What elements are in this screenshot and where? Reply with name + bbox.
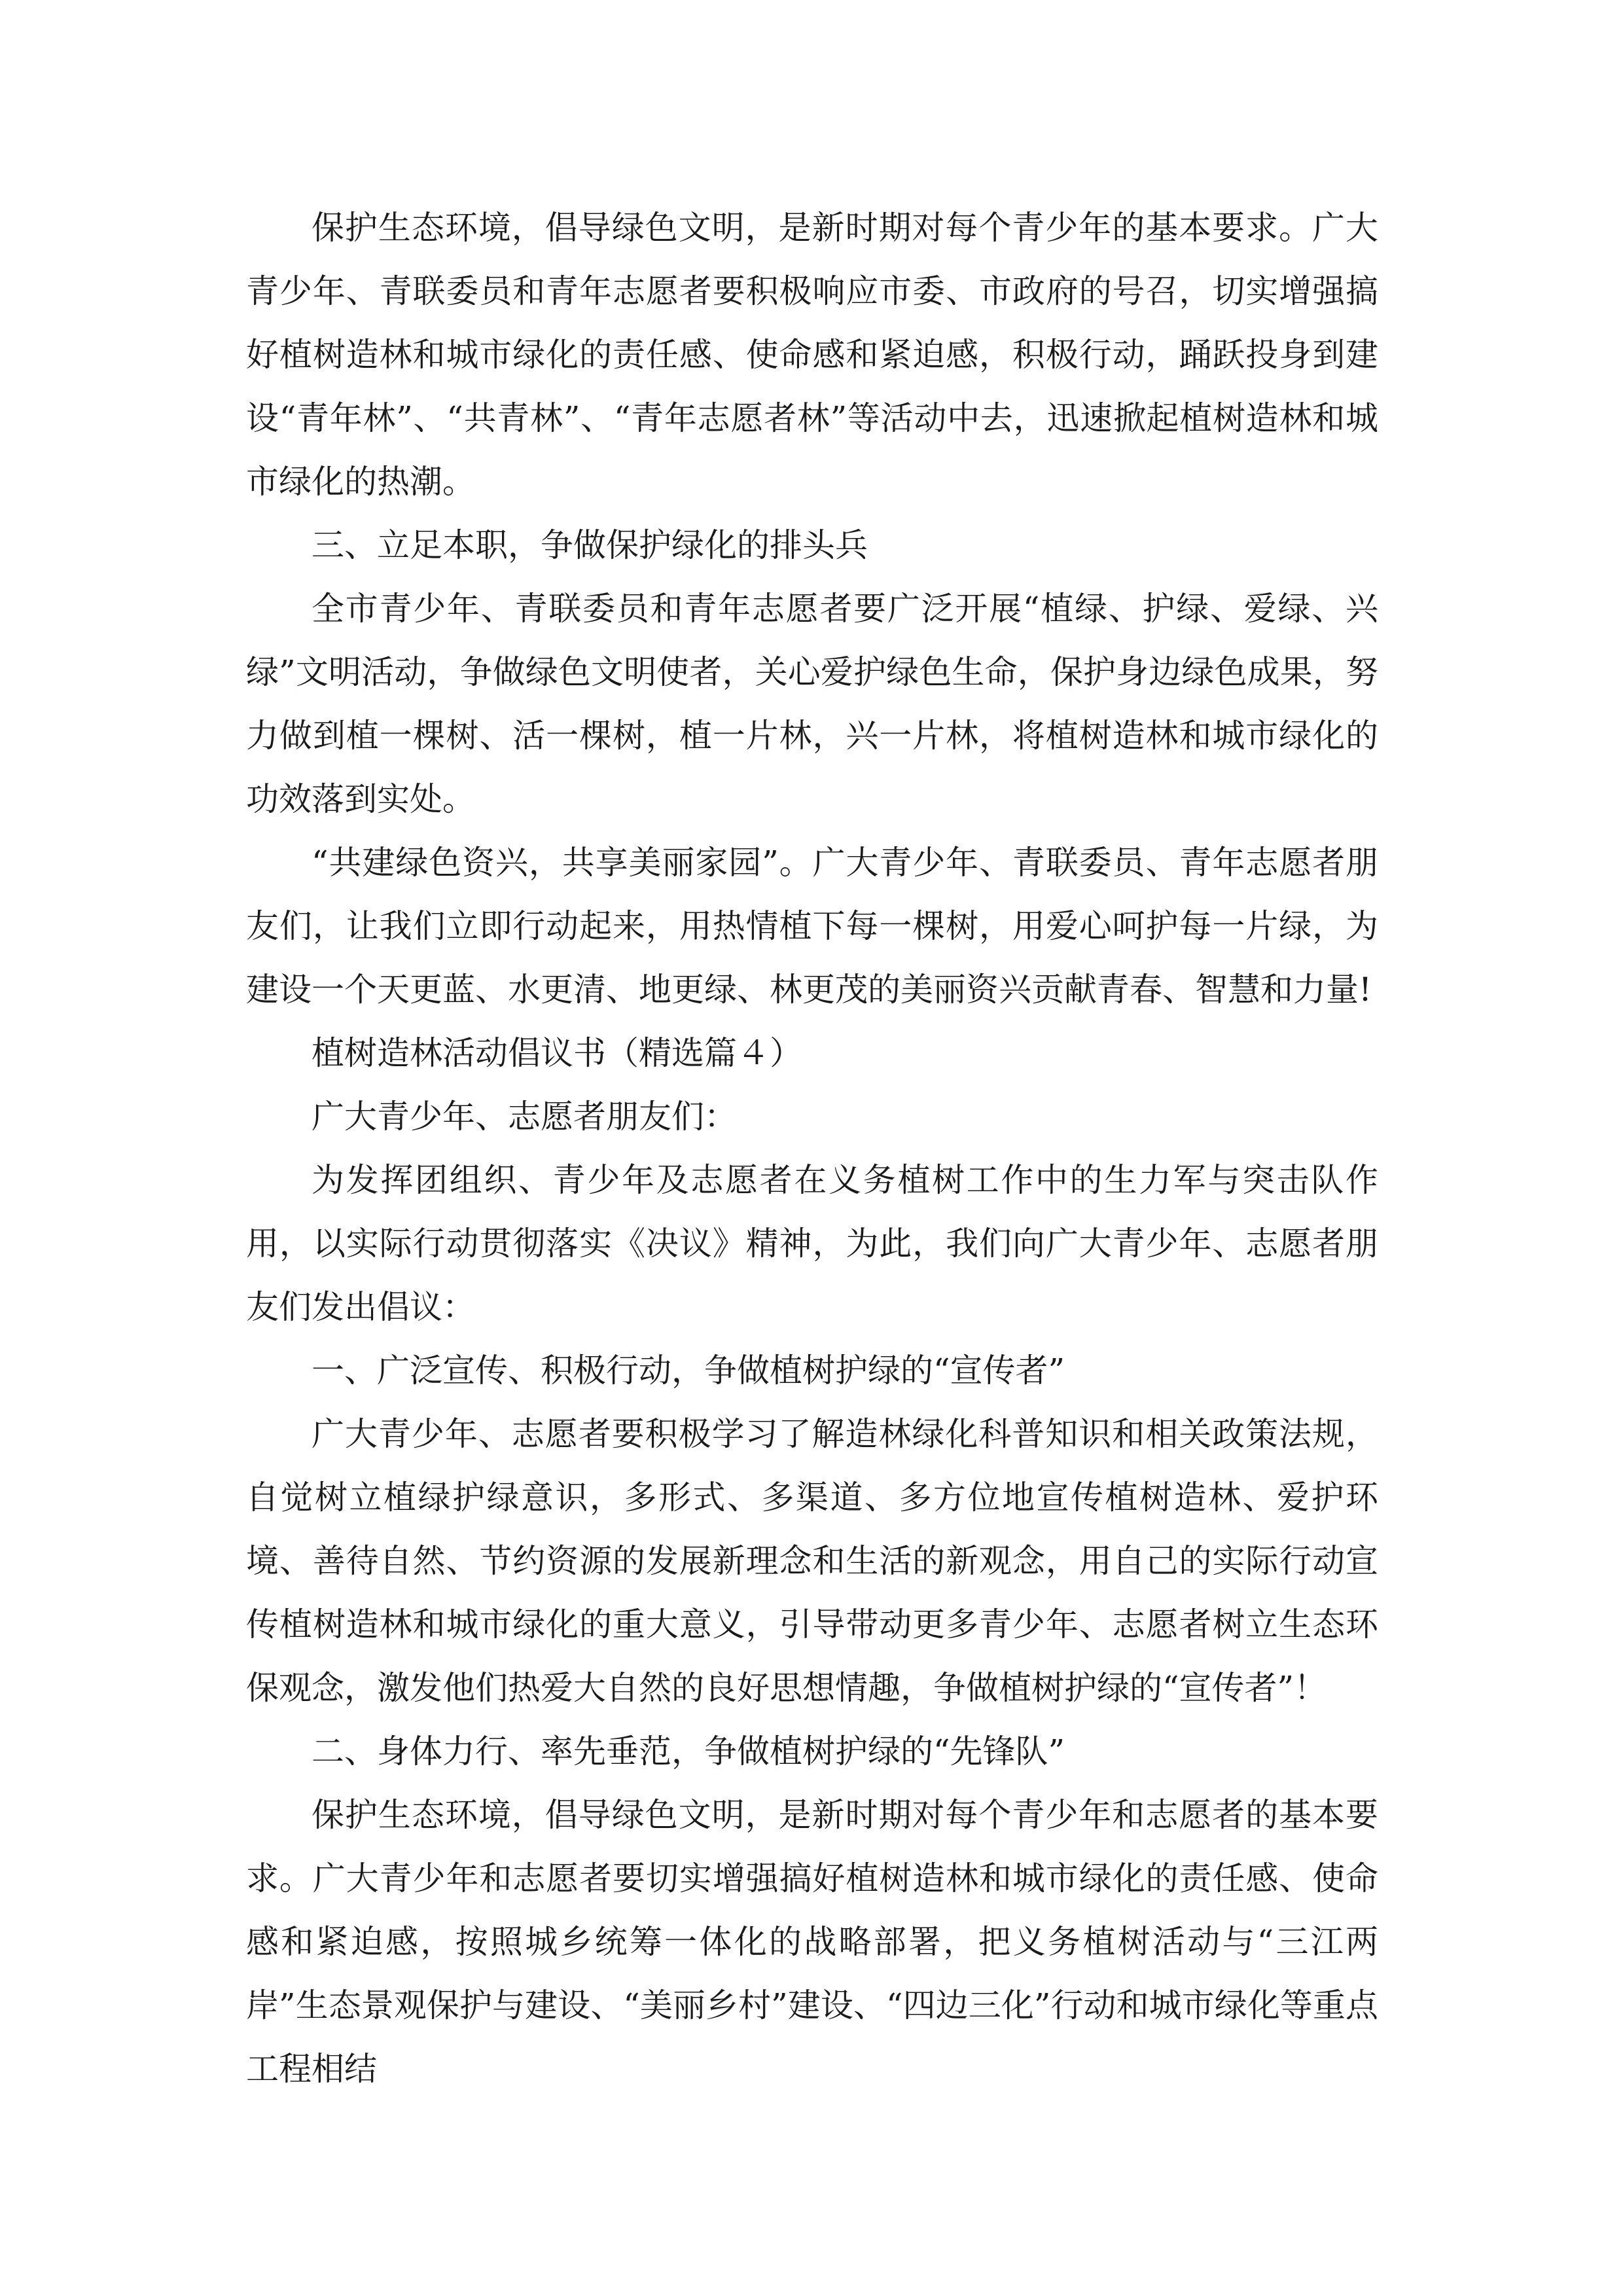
section-heading-two: 二、身体力行、率先垂范，争做植树护绿的“先锋队” <box>312 1732 1065 1770</box>
paragraph-call-to-action: “共建绿色资兴，共享美丽家园”。广大青少年、青联委员、青年志愿者朋友们，让我们立即行动起来，用热情植下每一棵树，用爱心呵护每一片绿，为建设一个天更蓝、水更清、地更绿、林更茂的美丽资兴贡献青春、智慧和力量! <box>246 844 1378 1009</box>
section-heading-three: 三、立足本职，争做保护绿化的排头兵 <box>312 526 868 564</box>
paragraph-ecology-requirement: 保护生态环境，倡导绿色文明，是新时期对每个青少年的基本要求。广大青少年、青联委员和青年志愿者要积极响应市委、市政府的号召，切实增强搞好植树造林和城市绿化的责任感、使命感和紧迫感，积极行动，踊跃投身到建设“青年林”、“共青林”、“青年志愿者林”等活动中去，迅速掀起植树造林和城市绿化的热潮。 <box>246 209 1378 501</box>
paragraph-civilization-activity: 全市青少年、青联委员和青年志愿者要广泛开展“植绿、护绿、爱绿、兴绿”文明活动，争做绿色文明使者，关心爱护绿色生命，保护身边绿色成果，努力做到植一棵树、活一棵树，植一片林，兴一片林，将植树造林和城市绿化的功效落到实处。 <box>246 590 1378 818</box>
document-subtitle: 植树造林活动倡议书（精选篇４） <box>312 1034 802 1072</box>
paragraph-proposal-intro: 为发挥团组织、青少年及志愿者在义务植树工作中的生力军与突击队作用，以实际行动贯彻落实《决议》精神，为此，我们向广大青少年、志愿者朋友们发出倡议： <box>246 1161 1378 1326</box>
section-heading-one: 一、广泛宣传、积极行动，争做植树护绿的“宣传者” <box>312 1352 1065 1390</box>
salutation: 广大青少年、志愿者朋友们： <box>312 1098 737 1136</box>
paragraph-publicity: 广大青少年、志愿者要积极学习了解造林绿化科普知识和相关政策法规，自觉树立植绿护绿意识，多形式、多渠道、多方位地宣传植树造林、爱护环境、善待自然、节约资源的发展新理念和生活的新观念，用自己的实际行动宣传植树造林和城市绿化的重大意义，引导带动更多青少年、志愿者树立生态环保观念，激发他们热爱大自然的良好思想情趣，争做植树护绿的“宣传者”！ <box>246 1415 1378 1707</box>
document-page <box>246 196 1378 2101</box>
paragraph-vanguard: 保护生态环境，倡导绿色文明，是新时期对每个青少年和志愿者的基本要求。广大青少年和志愿者要切实增强搞好植树造林和城市绿化的责任感、使命感和紧迫感，按照城乡统筹一体化的战略部署，把义务植树活动与“三江两岸”生态景观保护与建设、“美丽乡村”建设、“四边三化”行动和城市绿化等重点工程相结 <box>246 1796 1378 2088</box>
